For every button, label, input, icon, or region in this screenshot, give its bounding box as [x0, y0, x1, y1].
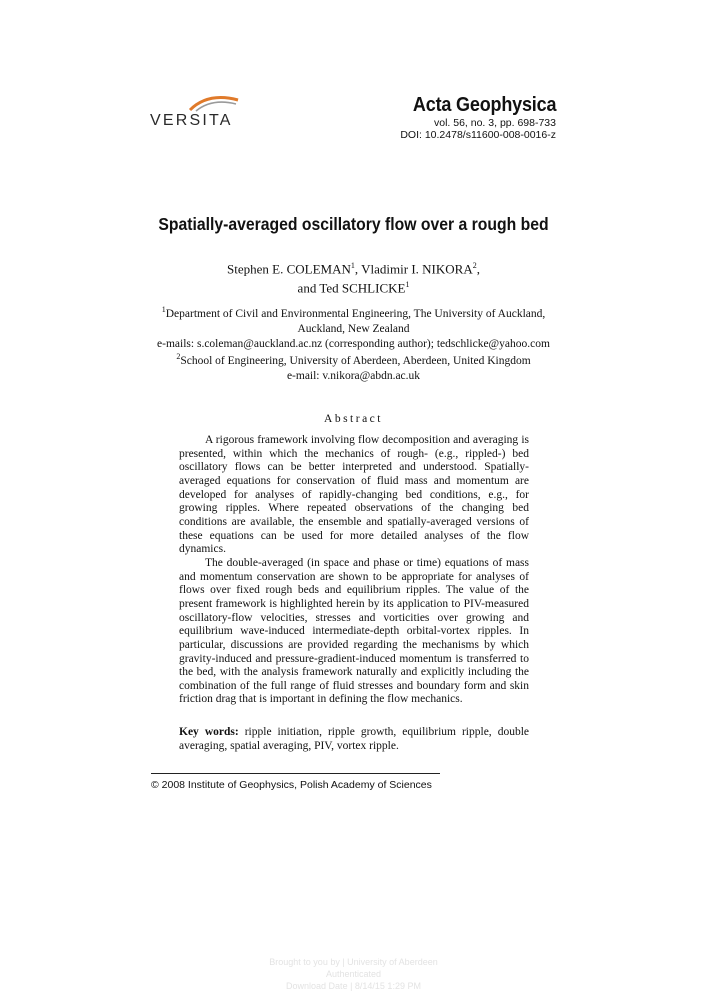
paper-title: Spatially-averaged oscillatory flow over a rough bed [158, 214, 549, 234]
author-list [0, 258, 707, 297]
journal-volume: vol. 56, no. 3, pp. 698-733 [433, 117, 556, 129]
abstract-paragraph: The double-averaged (in space and phase or time) equations of mass and momentum conservation are shown to be appropriate for analyses of flows over fixed rough beds and equilibrium ripples. The value of the present framework is highlighted herein by its application to PIV-measured oscillatory-flow velocities, stresses and vorticities over growing and equilibrium wave-induced intermediate-depth orbital-vortex ripples. In particular, discussions are provided regarding the mechanisms by which gravity-induced and pressure-gradient-induced momentum is transferred to the bed, with the analysis framework naturally and explicitly including the combination of the full range of fluid stresses and boundary form and skin friction drag that is important in defining the flow mechanics. [179, 556, 529, 706]
abstract-body [179, 434, 529, 707]
keywords-text: ripple initiation, ripple growth, equilibrium ripple, double averaging, spatial averaging, PIV, vortex ripple. [179, 726, 529, 752]
author-name: and Ted SCHLICKE [297, 280, 406, 296]
affiliation-email: e-mail: v.nikora@abdn.ac.uk [286, 369, 421, 382]
author-sup: 1 [350, 261, 355, 270]
affiliation-2 [0, 349, 707, 384]
journal-header [397, 94, 556, 141]
watermark-line: Authenticated [325, 969, 382, 979]
footnote-divider [151, 773, 440, 774]
affiliation-line: School of Engineering, University of Aberdeen, Aberdeen, United Kingdom [180, 354, 531, 367]
copyright: © 2008 Institute of Geophysics, Polish Academy of Sciences [151, 779, 432, 791]
affiliation-line: Auckland, New Zealand [297, 322, 410, 335]
affiliation-1 [0, 302, 707, 352]
swoosh-icon [150, 88, 240, 114]
author-name: , Vladimir I. NIKORA [354, 261, 473, 277]
affiliation-email: e-mails: s.coleman@auckland.ac.nz (corresponding author); tedschlicke@yahoo.com [157, 337, 550, 350]
author-sup: 1 [405, 280, 410, 290]
publisher-name: VERSITA [150, 112, 233, 129]
abstract-paragraph: A rigorous framework involving flow decomposition and averaging is presented, within which the mechanics of rough- (e.g., rippled-) bed oscillatory flows can be better interpreted and understood. Spatially-averaged equations for conservation of fluid mass and momentum are developed for analyses of rapidly-changing bed conditions, e.g., for growing ripples. Where repeated observations of the changing bed conditions are available, the ensemble and spatially-averaged versions of these equations can be used for more detailed analyses of the flow dynamics. [179, 434, 529, 556]
abstract-heading: Abstract [324, 413, 383, 425]
publisher-logo [150, 88, 240, 130]
download-watermark [0, 956, 707, 992]
watermark-line: Download Date | 8/14/15 1:29 PM [286, 981, 421, 991]
keywords [179, 725, 529, 753]
affiliation-sup: 1 [161, 305, 166, 314]
affiliation-sup: 2 [176, 352, 181, 361]
watermark-line: Brought to you by | University of Aberdeen [269, 957, 438, 967]
journal-doi: DOI: 10.2478/s11600-008-0016-z [400, 129, 556, 141]
author-name: Stephen E. COLEMAN [227, 261, 351, 277]
author-separator: , [476, 261, 480, 277]
keywords-label: Key words: [179, 726, 239, 738]
affiliation-line: Department of Civil and Environmental Engineering, The University of Auckland, [165, 307, 546, 320]
author-sup: 2 [472, 261, 477, 270]
journal-name: Acta Geophysica [412, 94, 556, 116]
